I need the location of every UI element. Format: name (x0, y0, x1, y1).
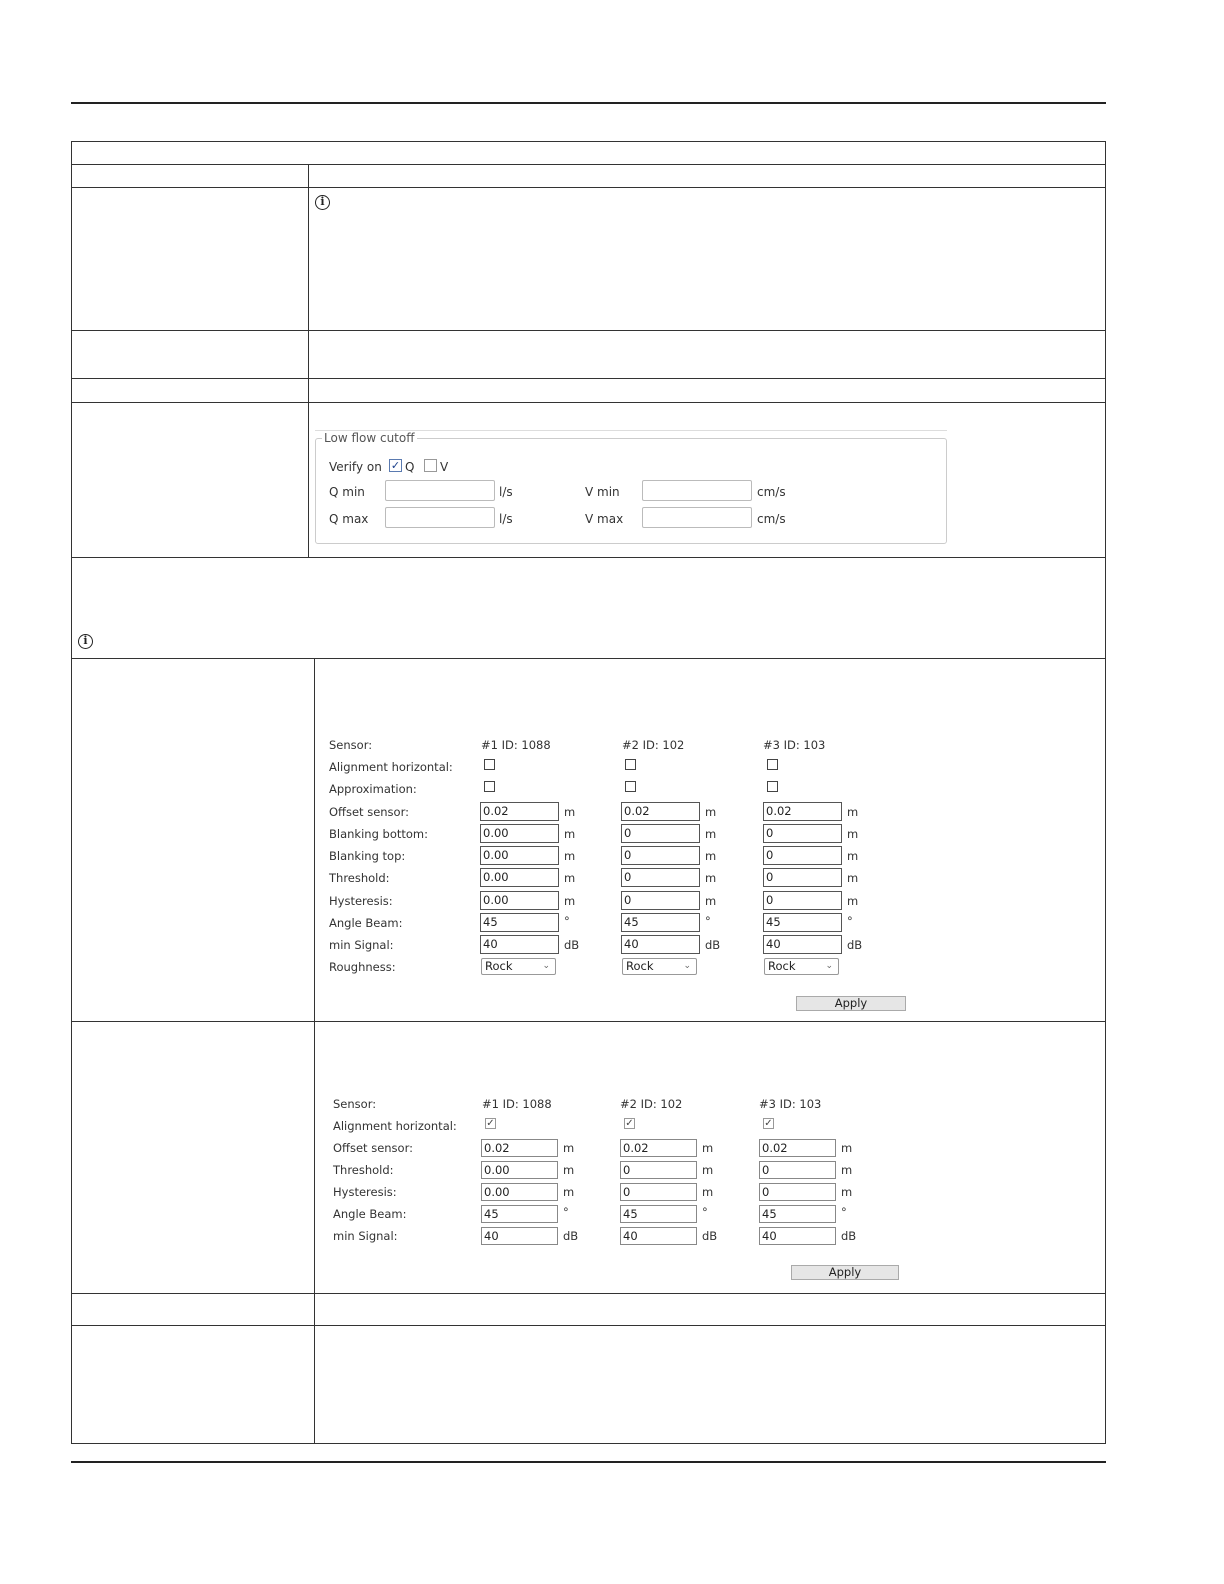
roughness-label: Roughness: (329, 960, 396, 974)
sensor-2-roughness-select[interactable] (622, 958, 697, 975)
sensor-2-offset-input[interactable]: 0.02 (620, 1139, 697, 1157)
v-min-label: V min (585, 485, 620, 499)
unit-m: m (841, 1141, 853, 1155)
verify-v-label: V (440, 460, 449, 474)
sensor-3-offset-input[interactable]: 0.02 (759, 1139, 836, 1157)
apply-button[interactable]: Apply (796, 996, 906, 1011)
header-rule (71, 102, 1106, 104)
threshold-label: Threshold: (333, 1163, 394, 1177)
sensor-1-approximation-checkbox[interactable] (484, 781, 495, 792)
unit-m: m (564, 894, 576, 908)
row-divider (71, 187, 1106, 188)
info-icon: i (78, 634, 93, 649)
unit-degree: ° (841, 1205, 847, 1219)
sensor-1-hysteresis-input[interactable]: 0.00 (480, 891, 559, 910)
unit-m: m (847, 827, 859, 841)
row-divider (71, 330, 1106, 331)
sensor-1-angle-input[interactable]: 45 (481, 1205, 558, 1223)
sensor-1-roughness-value: Rock (485, 959, 513, 973)
column-divider (308, 164, 309, 558)
unit-m: m (702, 1141, 714, 1155)
sensor-1-angle-input[interactable]: 45 (480, 913, 559, 932)
sensor-1-header: #1 ID: 1088 (481, 738, 551, 752)
info-icon: i (315, 195, 330, 210)
row-divider (71, 164, 1106, 165)
unit-degree: ° (564, 914, 570, 928)
sensor-3-min-signal-input[interactable]: 40 (763, 935, 842, 954)
sensor-1-threshold-input[interactable]: 0.00 (480, 868, 559, 887)
sensor-2-angle-input[interactable]: 45 (620, 1205, 697, 1223)
sensor-1-offset-input[interactable]: 0.02 (480, 802, 559, 821)
unit-m: m (564, 827, 576, 841)
sensor-label: Sensor: (333, 1097, 377, 1111)
sensor-2-alignment-checkbox[interactable]: ✓ (625, 1118, 634, 1129)
sensor-3-approximation-checkbox[interactable] (767, 781, 778, 792)
row-divider (71, 1293, 1106, 1294)
approximation-label: Approximation: (329, 782, 417, 796)
row-divider (71, 378, 1106, 379)
unit-db: dB (705, 938, 721, 952)
row-divider (71, 557, 1106, 558)
sensor-2-min-signal-input[interactable]: 40 (621, 935, 700, 954)
sensor-3-roughness-select[interactable] (764, 958, 839, 975)
sensor-3-min-signal-input[interactable]: 40 (759, 1227, 836, 1245)
offset-label: Offset sensor: (333, 1141, 413, 1155)
sensor-1-threshold-input[interactable]: 0.00 (481, 1161, 558, 1179)
v-min-input[interactable] (642, 480, 752, 501)
sensor-3-angle-input[interactable]: 45 (763, 913, 842, 932)
unit-m: m (702, 1185, 714, 1199)
sensor-2-header: #2 ID: 102 (622, 738, 685, 752)
footer-rule (71, 1461, 1106, 1463)
sensor-1-alignment-checkbox[interactable]: ✓ (486, 1118, 495, 1129)
sensor-3-blanking-top-input[interactable]: 0 (763, 846, 842, 865)
sensor-1-alignment-checkbox[interactable] (484, 759, 495, 770)
sensor-2-threshold-input[interactable]: 0 (621, 868, 700, 887)
sensor-1-min-signal-input[interactable]: 40 (481, 1227, 558, 1245)
unit-m: m (841, 1163, 853, 1177)
sensor-1-blanking-top-input[interactable]: 0.00 (480, 846, 559, 865)
unit-m: m (563, 1185, 575, 1199)
angle-beam-label: Angle Beam: (333, 1207, 407, 1221)
q-min-unit: l/s (499, 485, 513, 499)
unit-m: m (847, 805, 859, 819)
unit-m: m (847, 849, 859, 863)
sensor-1-hysteresis-input[interactable]: 0.00 (481, 1183, 558, 1201)
alignment-label: Alignment horizontal: (333, 1119, 457, 1133)
unit-degree: ° (705, 914, 711, 928)
sensor-2-approximation-checkbox[interactable] (625, 781, 636, 792)
sensor-2-blanking-bottom-input[interactable]: 0 (621, 824, 700, 843)
unit-m: m (564, 805, 576, 819)
unit-db: dB (847, 938, 863, 952)
unit-m: m (563, 1163, 575, 1177)
sensor-3-angle-input[interactable]: 45 (759, 1205, 836, 1223)
verify-on-label: Verify on (329, 460, 382, 474)
v-max-input[interactable] (642, 507, 752, 528)
unit-m: m (705, 805, 717, 819)
low-flow-legend: Low flow cutoff (324, 431, 415, 445)
unit-degree: ° (847, 914, 853, 928)
unit-m: m (705, 849, 717, 863)
sensor-2-hysteresis-input[interactable]: 0 (621, 891, 700, 910)
sensor-3-offset-input[interactable]: 0.02 (763, 802, 842, 821)
sensor-2-blanking-top-input[interactable]: 0 (621, 846, 700, 865)
alignment-label: Alignment horizontal: (329, 760, 453, 774)
sensor-3-threshold-input[interactable]: 0 (759, 1161, 836, 1179)
sensor-3-roughness-value: Rock (768, 959, 796, 973)
sensor-1-min-signal-input[interactable]: 40 (480, 935, 559, 954)
unit-db: dB (563, 1229, 579, 1243)
v-max-unit: cm/s (757, 512, 786, 526)
unit-m: m (702, 1163, 714, 1177)
sensor-1-roughness-select[interactable] (481, 958, 556, 975)
sensor-2-hysteresis-input[interactable]: 0 (620, 1183, 697, 1201)
sensor-1-blanking-bottom-input[interactable]: 0.00 (480, 824, 559, 843)
verify-v-checkbox[interactable] (424, 459, 437, 472)
sensor-label: Sensor: (329, 738, 373, 752)
blanking-bottom-label: Blanking bottom: (329, 827, 428, 841)
sensor-2-roughness-value: Rock (626, 959, 654, 973)
unit-m: m (705, 894, 717, 908)
row-divider (71, 1021, 1106, 1022)
q-max-unit: l/s (499, 512, 513, 526)
sensor-3-hysteresis-input[interactable]: 0 (759, 1183, 836, 1201)
unit-m: m (847, 871, 859, 885)
verify-q-label: Q (405, 460, 415, 474)
sensor-2-threshold-input[interactable]: 0 (620, 1161, 697, 1179)
v-min-unit: cm/s (757, 485, 786, 499)
sensor-3-alignment-checkbox[interactable] (767, 759, 778, 770)
unit-m: m (705, 827, 717, 841)
angle-beam-label: Angle Beam: (329, 916, 403, 930)
chevron-down-icon: ⌄ (825, 961, 833, 971)
chevron-down-icon: ⌄ (683, 961, 691, 971)
unit-degree: ° (702, 1205, 708, 1219)
sensor-3-header: #3 ID: 103 (759, 1097, 822, 1111)
q-min-input[interactable] (385, 480, 495, 501)
unit-m: m (705, 871, 717, 885)
unit-db: dB (702, 1229, 718, 1243)
sensor-1-header: #1 ID: 1088 (482, 1097, 552, 1111)
unit-db: dB (841, 1229, 857, 1243)
unit-m: m (847, 894, 859, 908)
q-min-label: Q min (329, 485, 365, 499)
sensor-3-threshold-input[interactable]: 0 (763, 868, 842, 887)
min-signal-label: min Signal: (329, 938, 394, 952)
row-divider (71, 1325, 1106, 1326)
unit-db: dB (564, 938, 580, 952)
verify-q-checkbox[interactable]: ✓ (390, 459, 401, 472)
v-max-label: V max (585, 512, 624, 526)
sensor-3-header: #3 ID: 103 (763, 738, 826, 752)
column-divider (314, 658, 315, 1444)
min-signal-label: min Signal: (333, 1229, 398, 1243)
sensor-2-angle-input[interactable]: 45 (621, 913, 700, 932)
chevron-down-icon: ⌄ (542, 961, 550, 971)
hysteresis-label: Hysteresis: (333, 1185, 397, 1199)
unit-m: m (841, 1185, 853, 1199)
sensor-3-alignment-checkbox[interactable]: ✓ (764, 1118, 773, 1129)
unit-degree: ° (563, 1205, 569, 1219)
unit-m: m (564, 871, 576, 885)
row-divider (71, 658, 1106, 659)
row-divider (71, 402, 1106, 403)
sensor-2-alignment-checkbox[interactable] (625, 759, 636, 770)
offset-label: Offset sensor: (329, 805, 409, 819)
unit-m: m (564, 849, 576, 863)
threshold-label: Threshold: (329, 871, 390, 885)
sensor-3-hysteresis-input[interactable]: 0 (763, 891, 842, 910)
sensor-2-min-signal-input[interactable]: 40 (620, 1227, 697, 1245)
unit-m: m (563, 1141, 575, 1155)
apply-button[interactable]: Apply (791, 1265, 899, 1280)
blanking-top-label: Blanking top: (329, 849, 406, 863)
sensor-1-offset-input[interactable]: 0.02 (481, 1139, 558, 1157)
sensor-3-blanking-bottom-input[interactable]: 0 (763, 824, 842, 843)
q-max-input[interactable] (385, 507, 495, 528)
hysteresis-label: Hysteresis: (329, 894, 393, 908)
parameter-table (71, 141, 1106, 1444)
sensor-2-offset-input[interactable]: 0.02 (621, 802, 700, 821)
sensor-2-header: #2 ID: 102 (620, 1097, 683, 1111)
q-max-label: Q max (329, 512, 369, 526)
